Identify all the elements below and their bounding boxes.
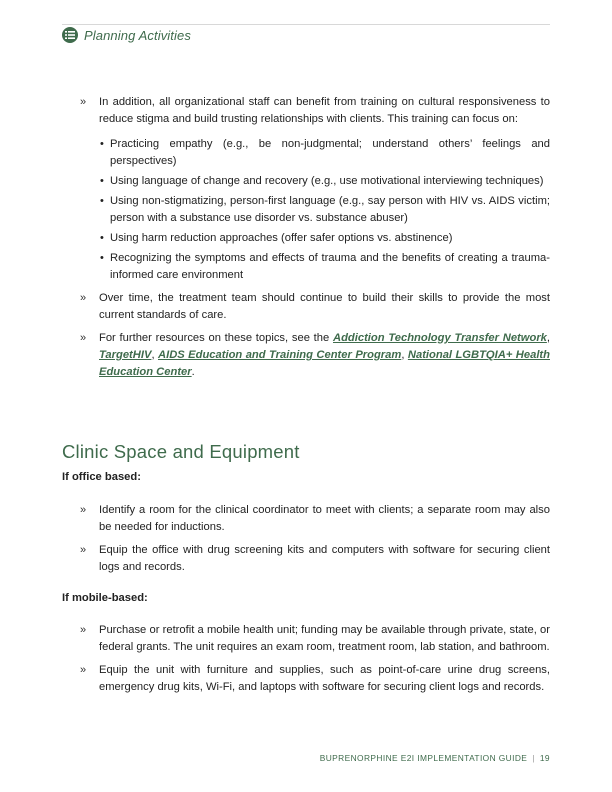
arrow-bullet-icon: » <box>80 96 87 108</box>
section-title: Planning Activities <box>84 27 191 43</box>
list-item <box>99 136 550 170</box>
training-intro-text: In addition, all organizational staff can benefit from training on cultural responsiveness to reduce stigma and build trusting relationships with clients. This training can focus on: <box>99 96 550 125</box>
mobile-based-label: If mobile-based: <box>62 592 148 604</box>
office-bullet-text: Equip the office with drug screening kits and computers with software for securing client logs and records. <box>99 544 550 573</box>
list-item <box>80 542 550 576</box>
resources-text: For further resources on these topics, see the Addiction Technology Transfer Network, TargetHIV, AIDS Education and Training Center Program, National LGBTQIA+ Health Education Center. <box>99 332 551 378</box>
resources-prefix: For further resources on these topics, see the <box>99 332 330 344</box>
list-icon <box>62 27 78 43</box>
list-item <box>80 290 550 324</box>
training-topic-text: Using harm reduction approaches (offer safer options vs. abstinence) <box>110 232 453 244</box>
guide-title: BUPRENORPHINE E2I IMPLEMENTATION GUIDE <box>319 753 528 763</box>
list-item <box>80 94 550 284</box>
training-bullet-list <box>80 94 550 387</box>
arrow-bullet-icon: » <box>80 332 87 344</box>
footer-separator: | <box>532 753 535 763</box>
training-topics-list <box>99 136 550 284</box>
mobile-bullet-text: Purchase or retrofit a mobile health unit; funding may be available through private, state, or federal grants. The unit requires an exam room, treatment room, lab station, and bathroom. <box>99 624 550 653</box>
list-item <box>80 662 550 696</box>
office-bullet-text: Identify a room for the clinical coordinator to meet with clients; a separate room may also be needed for inductions. <box>99 504 550 533</box>
page-footer <box>320 753 550 763</box>
office-based-label: If office based: <box>62 471 141 483</box>
link-targethiv[interactable]: TargetHIV <box>99 349 152 361</box>
link-attc-network[interactable]: Addiction Technology Transfer Network <box>333 332 547 344</box>
training-topic-text: Using non-stigmatizing, person-first language (e.g., say person with HIV vs. AIDS victim; person with a substance use disorder vs. substance abuser) <box>110 195 550 224</box>
bullet-dot-icon: • <box>100 195 104 207</box>
bullet-dot-icon: • <box>100 138 104 150</box>
clinic-section-heading: Clinic Space and Equipment <box>62 441 300 462</box>
training-topic-text: Recognizing the symptoms and effects of trauma and the benefits of creating a trauma-informed care environment <box>110 252 550 281</box>
list-item <box>99 230 550 247</box>
training-topic-text: Practicing empathy (e.g., be non-judgmental; understand others’ feelings and perspectives) <box>110 138 550 167</box>
list-item <box>80 622 550 656</box>
link-lgbtqia-health-center[interactable]: National LGBTQIA+ Health Education Center <box>99 349 550 378</box>
arrow-bullet-icon: » <box>80 504 87 516</box>
arrow-bullet-icon: » <box>80 292 87 304</box>
training-topic-text: Using language of change and recovery (e.g., use motivational interviewing techniques) <box>110 175 544 187</box>
list-item <box>99 250 550 284</box>
arrow-bullet-icon: » <box>80 624 87 636</box>
bullet-dot-icon: • <box>100 232 104 244</box>
list-item <box>80 330 550 381</box>
link-aetc-program[interactable]: AIDS Education and Training Center Program <box>158 349 402 361</box>
bullet-dot-icon: • <box>100 252 104 264</box>
list-item <box>99 173 550 190</box>
office-bullet-list <box>80 502 550 582</box>
arrow-bullet-icon: » <box>80 664 87 676</box>
mobile-bullet-text: Equip the unit with furniture and supplies, such as point-of-care urine drug screens, emergency drug kits, Wi-Fi, and laptops with software for securing client logs and records. <box>99 664 550 693</box>
list-item <box>99 193 550 227</box>
section-header <box>62 27 191 43</box>
page-number: 19 <box>539 753 550 763</box>
bullet-dot-icon: • <box>100 175 104 187</box>
arrow-bullet-icon: » <box>80 544 87 556</box>
list-item <box>80 502 550 536</box>
mobile-bullet-list <box>80 622 550 702</box>
over-time-text: Over time, the treatment team should continue to build their skills to provide the most current standards of care. <box>99 292 550 321</box>
top-rule <box>62 24 550 25</box>
